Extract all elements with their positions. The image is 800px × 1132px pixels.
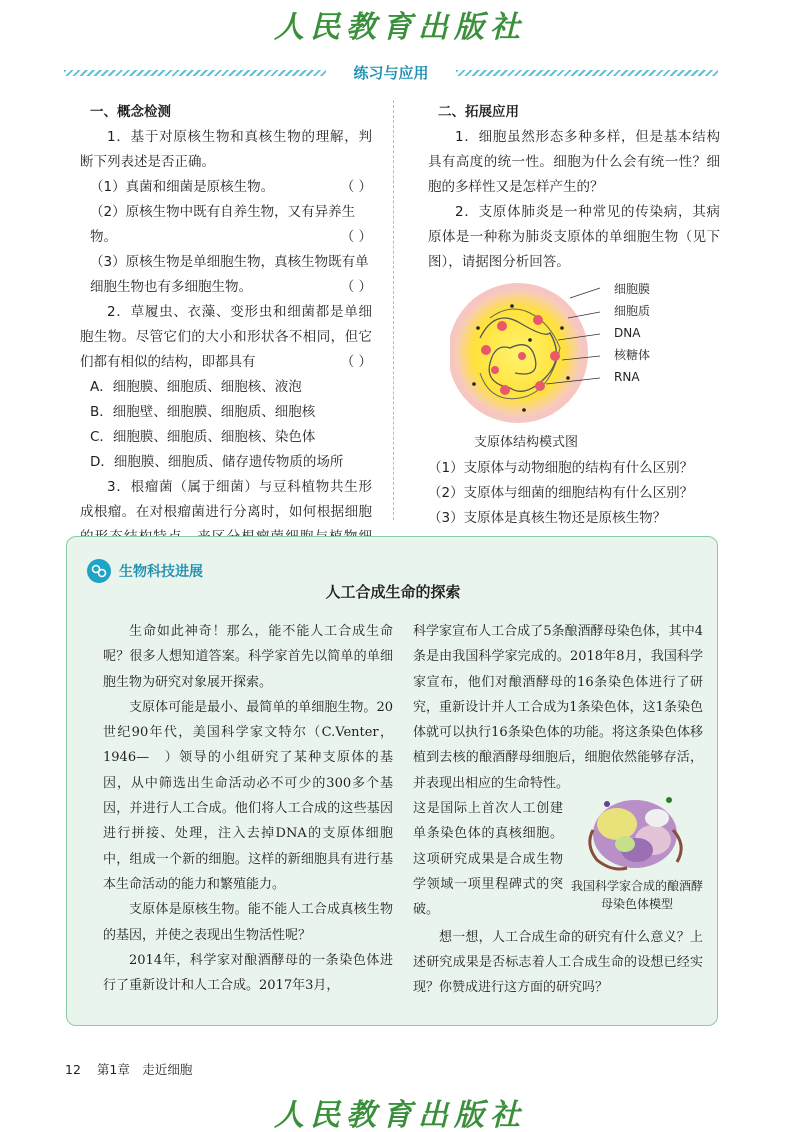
extension-question-1: 1．细胞虽然形态多种多样，但是基本结构具有高度的统一性。细胞为什么会有统一性？细胞的多样性又是怎样产生的？ [428,129,720,195]
answer-paren: （ ） [340,354,372,370]
mycoplasma-diagram [428,278,720,450]
option-b: B．细胞壁、细胞膜、细胞质、细胞核 [90,404,316,420]
yeast-image-caption: 我国科学家合成的酿酒酵母染色体模型 [570,879,703,911]
sub-question-2: （2）支原体与细菌的细胞结构有什么区别？ [428,485,694,501]
question-1: 1．基于对原核生物和真核生物的理解，判断下列表述是否正确。 [80,129,372,170]
question-1-item: （1）真菌和细菌是原核生物。 （ ） [80,175,372,200]
diagram-labels [614,278,650,388]
page-number: 12 [65,1062,81,1077]
extension-column [428,100,720,531]
extension-question-2: 2．支原体肺炎是一种常见的传染病，其病原体是一种称为肺炎支原体的单细胞生物（见下图），请据图分析回答。 [428,204,720,270]
section-title: 练习与应用 [345,64,436,82]
biotech-progress-box [66,536,718,1026]
sub-question-1: （1）支原体与动物细胞的结构有什么区别？ [428,460,694,476]
label-dna: DNA [614,326,641,340]
dna-badge-icon [87,559,111,583]
label-cell-membrane: 细胞膜 [614,282,651,296]
yeast-chromosome-model-image [577,790,693,874]
publisher-logo-top: 人民教育出版社 [274,10,526,45]
diagram-caption: 支原体结构模式图 [474,435,579,450]
answer-paren: （ ） [340,179,372,195]
section-header [64,62,718,84]
chapter-title: 第1章 走近细胞 [96,1062,193,1077]
question-1-item: （2）原核生物中既有自养生物，又有异养生物。 （ ） [80,200,372,250]
box-paragraph: 这是国际上首次人工创建单条染色体的真核细胞。这项研究成果是合成生物学领域一项里程碑式的突破。 [413,801,563,918]
page-footer [65,1060,192,1078]
answer-paren: （ ） [340,229,372,245]
label-ribosome: 核糖体 [614,348,651,362]
box-paragraph: 支原体可能是最小、最简单的单细胞生物。20世纪90年代，美国科学家文特尔（C.Venter，1946— ）领导的小组研究了某种支原体的基因，从中筛选出生命活动必不可少的300多个基因，并进行人工合成。他们将人工合成的这些基因进行拼接、处理，注入去掉DNA的支原体细胞中，组成一个新的细胞。这样的新细胞具有进行基本生命活动的能力和繁殖能力。 [103,699,393,892]
answer-paren: （ ） [340,279,372,295]
concept-check-column [80,100,372,575]
box-title: 人工合成生命的探索 [325,583,461,601]
sub-question-3: （3）支原体是真核生物还是原核生物？ [428,510,667,526]
box-tag: 生物科技进展 [119,564,203,580]
box-paragraph: 生命如此神奇！那么，能不能人工合成生命呢？很多人想知道答案。科学家首先以简单的单细胞生物为研究对象展开探索。 [103,624,393,690]
publisher-logo-bottom: 人民教育出版社 [274,1098,526,1132]
box-left-column [103,619,393,998]
concept-check-heading: 一、概念检测 [90,104,171,120]
extension-heading: 二、拓展应用 [438,104,519,120]
mycoplasma-cell-illustration [450,278,720,428]
box-paragraph: 想一想，人工合成生命的研究有什么意义？上述研究成果是否标志着人工合成生命的设想已经实现？你赞成进行这方面的研究吗？ [413,929,703,996]
label-rna: RNA [614,370,640,384]
option-d: D．细胞膜、细胞质、储存遗传物质的场所 [90,454,344,470]
question-3: 3．根瘤菌（属于细菌）与豆科植物共生形成根瘤。在对根瘤菌进行分离时，如何根据细胞 [80,479,372,520]
box-paragraph: 支原体是原核生物。能不能人工合成真核生物的基因，并使之表现出生物活性呢？ [103,902,393,943]
box-paragraph: 科学家宣布人工合成了5条酿酒酵母染色体，其中4条是由我国科学家完成的。2018年8月，我国科学家宣布，他们对酿酒酵母的16条染色体进行了研究，重新设计并人工合成为1条染色体，这1条染色体就可以执行16条染色体的功能。将这条染色体移植到去核的酿酒酵母细胞后，细胞依然能够存活，并表现出相应的生命特性。 [413,624,703,791]
question-1-item: （3）原核生物是单细胞生物，真核生物既有单细胞生物也有多细胞生物。 （ ） [80,250,372,300]
column-divider [393,100,394,520]
option-c: C．细胞膜、细胞质、细胞核、染色体 [90,429,316,445]
question-2: 2．草履虫、衣藻、变形虫和细菌都是单细胞生物。尽管它们的大小和形状各不相同，但它们都有相似的结构，即都具有 （ ） [80,300,372,375]
option-a: A．细胞膜、细胞质、细胞核、液泡 [90,379,302,395]
box-paragraph: 2014年，科学家对酿酒酵母的一条染色体进行了重新设计和人工合成。2017年3月， [103,952,393,994]
label-cytoplasm: 细胞质 [614,304,651,318]
